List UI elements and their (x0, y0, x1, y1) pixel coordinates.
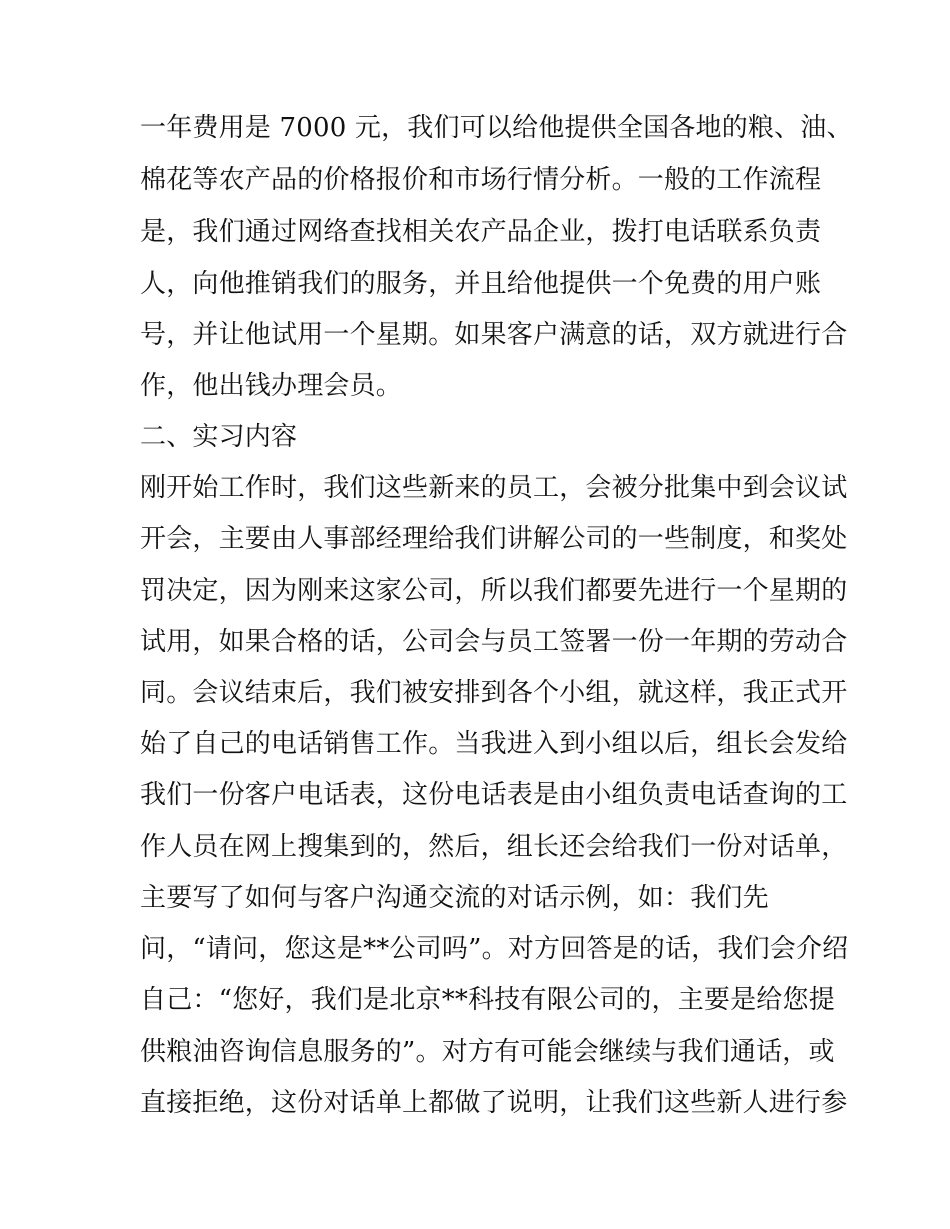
text-line: 供粮油咨询信息服务的”。对方有可能会继续与我们通话，或 (140, 1037, 835, 1067)
text-line: 号，并让他试用一个星期。如果客户满意的话，双方就进行合 (140, 320, 848, 350)
text-line: 一年费用是 7000 元，我们可以给他提供全国各地的粮、油、 (140, 113, 853, 143)
text-line: 始了自己的电话销售工作。当我进入到小组以后，组长会发给 (140, 729, 848, 759)
text-line: 试用，如果合格的话，公司会与员工签署一份一年期的劳动合 (140, 627, 848, 657)
text-line: 同。会议结束后，我们被安排到各个小组，就这样，我正式开 (140, 678, 848, 708)
text-line: 罚决定，因为刚来这家公司，所以我们都要先进行一个星期的 (140, 576, 848, 606)
text-line: 人，向他推销我们的服务，并且给他提供一个免费的用户账 (140, 269, 822, 299)
text-line: 直接拒绝，这份对话单上都做了说明，让我们这些新人进行参 (140, 1088, 848, 1118)
text-line: 自己：“您好，我们是北京**科技有限公司的，主要是给您提 (140, 985, 835, 1015)
text-line: 是，我们通过网络查找相关农产品企业，拨打电话联系负责 (140, 217, 822, 247)
section-heading: 二、实习内容 (140, 422, 298, 452)
text-line: 开会，主要由人事部经理给我们讲解公司的一些制度，和奖处 (140, 524, 848, 554)
text-line: 作，他出钱办理会员。 (140, 371, 403, 401)
text-line: 主要写了如何与客户沟通交流的对话示例，如：我们先 (140, 883, 769, 913)
text-line: 问，“请问，您这是**公司吗”。对方回答是的话，我们会介绍 (140, 934, 849, 964)
text-line: 我们一份客户电话表，这份电话表是由小组负责电话查询的工 (140, 780, 848, 810)
text-line: 作人员在网上搜集到的，然后，组长还会给我们一份对话单， (140, 832, 848, 862)
text-line: 刚开始工作时，我们这些新来的员工，会被分批集中到会议试 (140, 473, 848, 503)
text-line: 棉花等农产品的价格报价和市场行情分析。一般的工作流程 (140, 165, 822, 195)
